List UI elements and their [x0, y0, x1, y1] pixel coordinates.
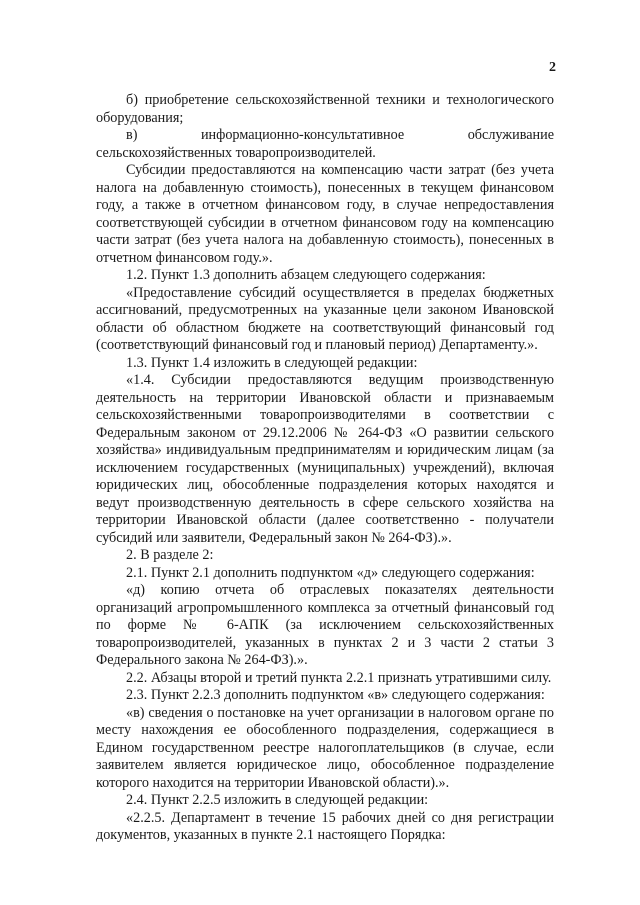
- paragraph-amendment-2-3: 2.3. Пункт 2.2.3 дополнить подпунктом «в» следующего содержания:: [126, 687, 545, 703]
- paragraph-amendment-1-3: 1.3. Пункт 1.4 изложить в следующей редакции:: [126, 354, 418, 371]
- paragraph-section-2: 2. В разделе 2:: [126, 547, 214, 563]
- paragraph-clause-2-2-5: «2.2.5. Департамент в течение 15 рабочих дней со дня регистрации документов, указанных в пункте 2.1 настоящего Порядка:: [96, 809, 554, 843]
- paragraph-clause-1-4: «1.4. Субсидии предоставляются ведущим производственную деятельность на территории Ивановской области и признаваемым сельскохозяйственными товаропроизводителями в соответствии с Федеральным законом от 29.12.2006 № 264-ФЗ «О развитии сельского хозяйства» индивидуальным предпринимателям и юридическим лицам (за исключением государственных (муниципальных) учреждений), включая юридических лиц, обособленные подразделения которых находятся и ведут производственную деятельность в сфере сельского хозяйства на территории Ивановской области (далее соответственно - получатели субсидий или заявители, Федеральный закон № 264-ФЗ).».: [96, 372, 554, 546]
- paragraph-subitem-d: «д) копию отчета об отраслевых показателях деятельности организаций агропромышленного комплекса за отчетный финансовый год по форме № 6-АПК (за исключением сельскохозяйственных товаропроизводителей, указанных в пунктах 2 и 3 части 2 статьи 3 Федерального закона № 264-ФЗ).».: [96, 582, 554, 668]
- paragraph-item-v: в) информационно-консультативное обслуживание сельскохозяйственных товаропроизводителей.: [96, 127, 554, 161]
- paragraph-subitem-v-tax: «в) сведения о постановке на учет организации в налоговом органе по месту нахождения ее обособленного подразделения, содержащиеся в Едином государственном реестре налогоплательщиков (в случае, если заявителем является юридическое лицо, обособленное подразделение которого находится на территории Ивановской области).».: [96, 704, 554, 791]
- paragraph-amendment-2-2: 2.2. Абзацы второй и третий пункта 2.2.1 признать утратившими силу.: [126, 669, 552, 686]
- paragraph-amendment-1-2: 1.2. Пункт 1.3 дополнить абзацем следующего содержания:: [126, 267, 486, 283]
- page-number: 2: [549, 60, 556, 75]
- paragraph-amendment-2-1: 2.1. Пункт 2.1 дополнить подпунктом «д» следующего содержания:: [126, 564, 535, 581]
- paragraph-budget-allocations: «Предоставление субсидий осуществляется в пределах бюджетных ассигнований, предусмотренных на указанные цели законом Ивановской области об областном бюджете на соответствующий финансовый год (соответствующий финансовый год и плановый период) Департаменту.».: [96, 284, 554, 353]
- paragraph-amendment-2-4: 2.4. Пункт 2.2.5 изложить в следующей редакции:: [126, 792, 429, 808]
- paragraph-item-b: б) приобретение сельскохозяйственной техники и технологического оборудования;: [96, 92, 554, 126]
- paragraph-subsidies-compensation: Субсидии предоставляются на компенсацию части затрат (без учета налога на добавленную стоимость), понесенных в текущем финансовом году, а также в отчетном финансовом году, в случае непредоставления соответствующей субсидии в отчетном финансовом году на компенсацию части затрат (без учета налога на добавленную стоимость), понесенных в отчетном финансовом году.».: [96, 162, 554, 266]
- document-body: [96, 92, 554, 845]
